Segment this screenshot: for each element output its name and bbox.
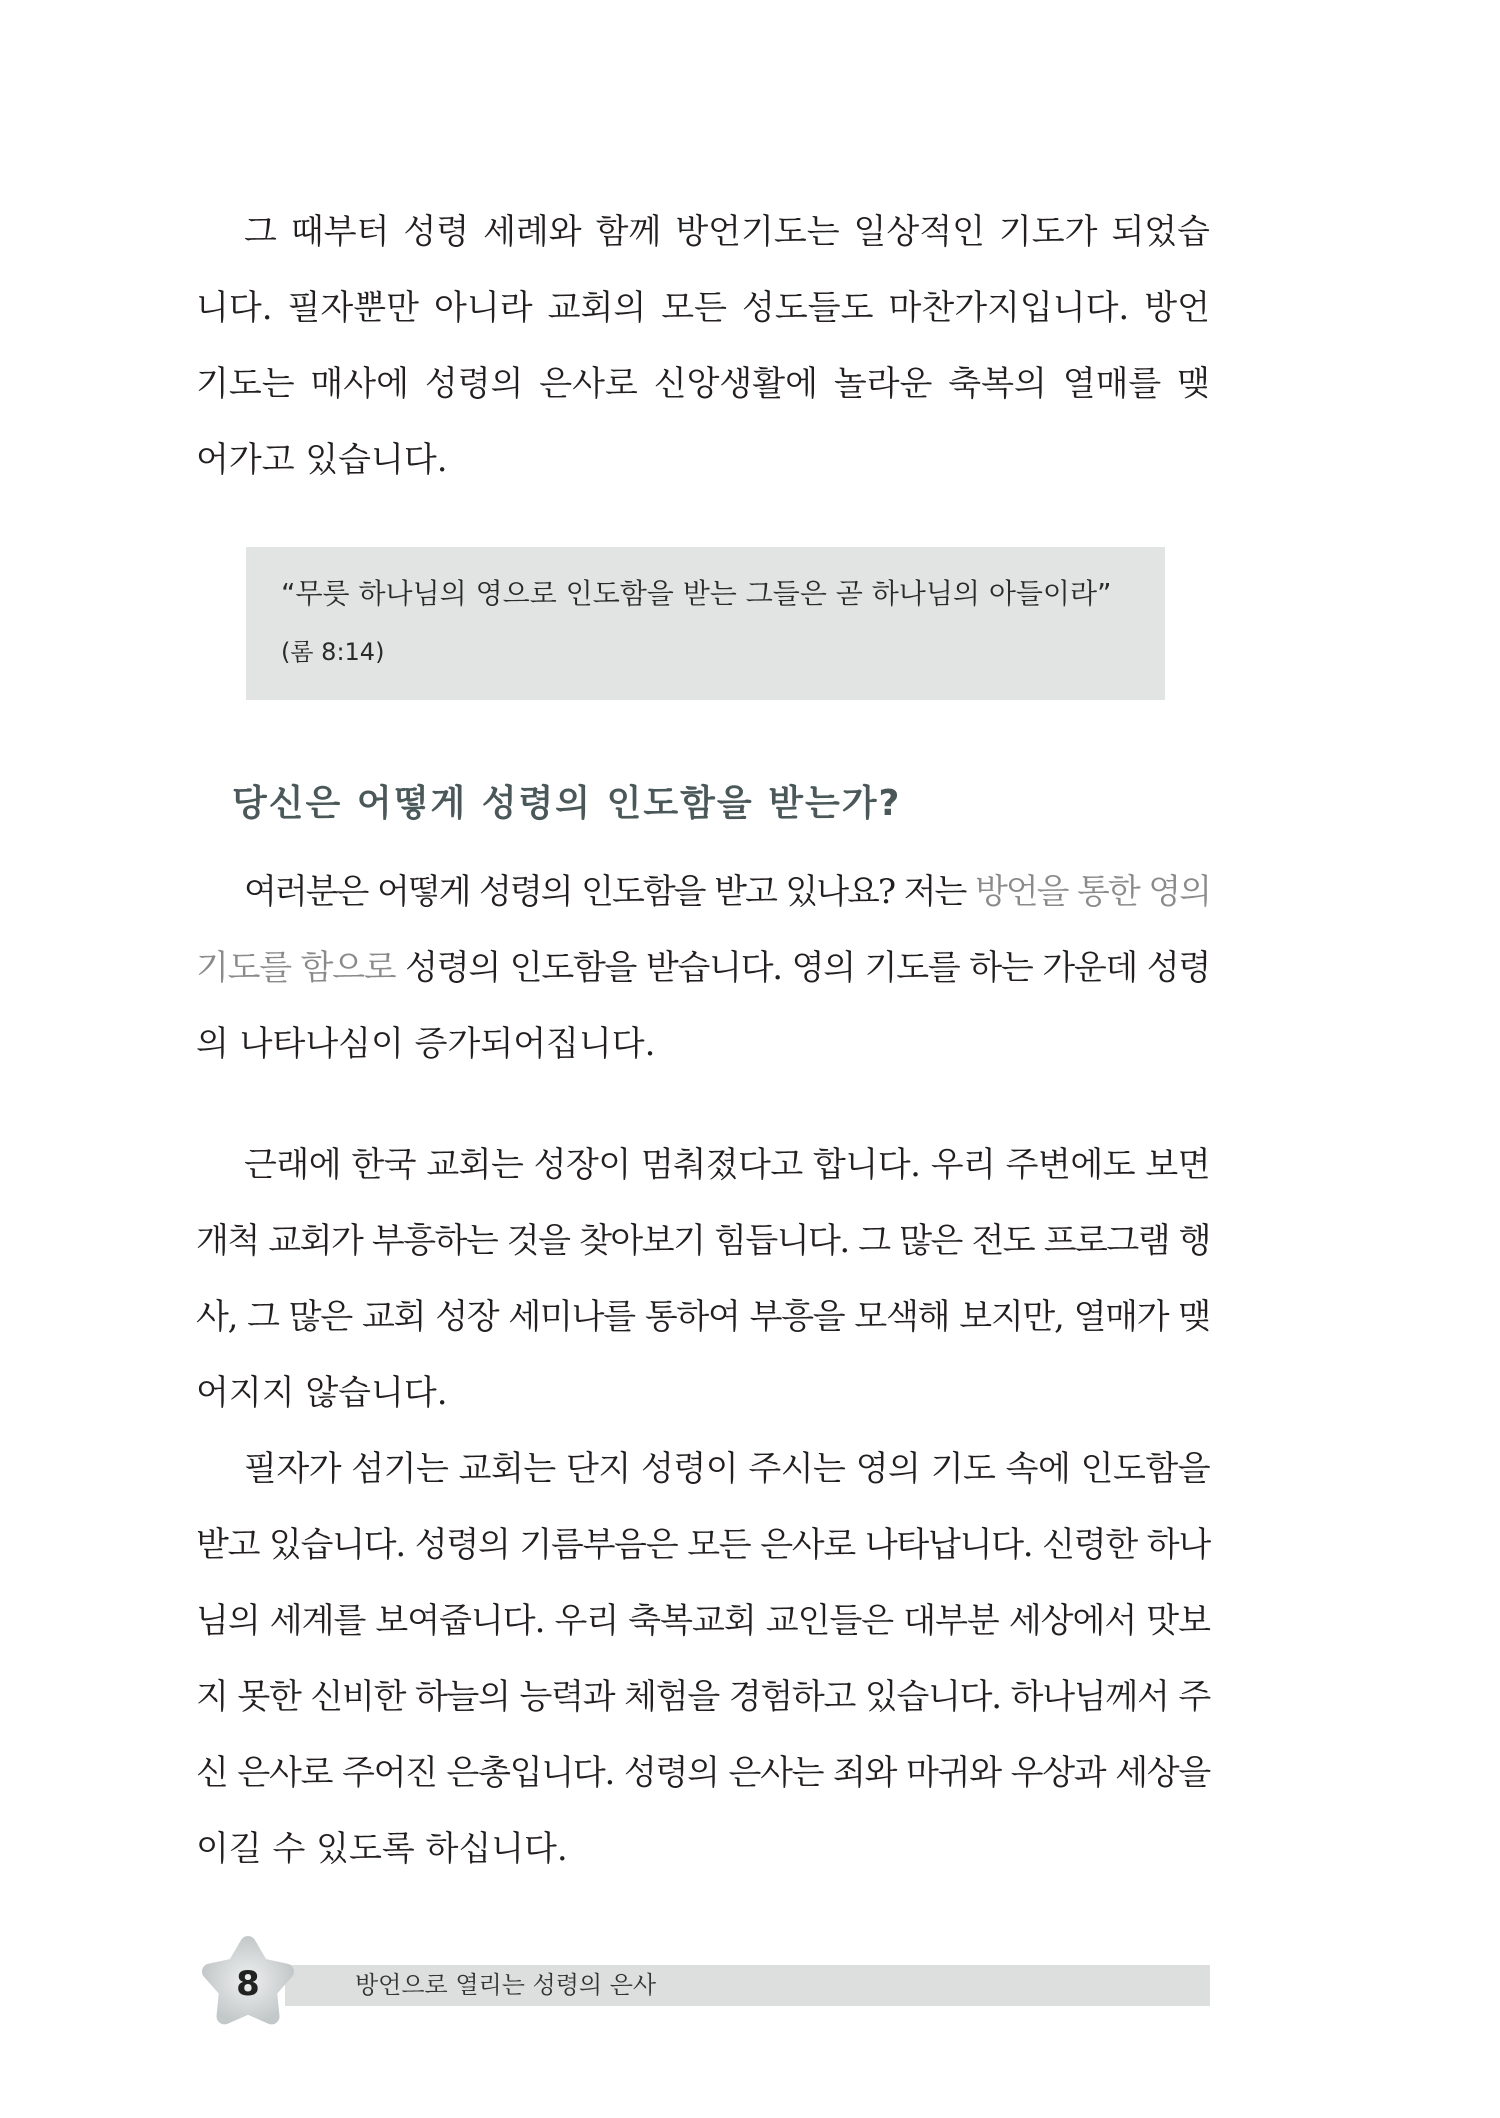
section-heading: 당신은 어떻게 성령의 인도함을 받는가? — [232, 783, 902, 824]
body-text: 여러분은 어떻게 성령의 인도함을 받고 있나요? 저는 — [244, 872, 975, 912]
scripture-reference: (롬 8:14) — [281, 638, 385, 666]
body-line: 이길 수 있도록 하십니다. — [196, 1829, 568, 1869]
body-text: 성령의 인도함을 받습니다. 영의 기도를 하는 가운데 성령 — [395, 948, 1210, 988]
scripture-quote-box — [246, 547, 1165, 700]
body-line — [196, 854, 1210, 930]
paragraph — [196, 194, 1210, 498]
paragraph — [196, 854, 1210, 1082]
page-number: 8 — [236, 1964, 260, 2004]
highlighted-text: 기도를 함으로 — [196, 948, 396, 988]
body-line: 기도는 매사에 성령의 은사로 신앙생활에 놀라운 축복의 열매를 맺 — [196, 364, 1210, 404]
body-line: 니다. 필자뿐만 아니라 교회의 모든 성도들도 마찬가지입니다. 방언 — [196, 288, 1210, 328]
body-line: 받고 있습니다. 성령의 기름부음은 모든 은사로 나타납니다. 신령한 하나 — [196, 1525, 1210, 1565]
paragraph — [196, 1127, 1210, 1431]
body-line: 그 때부터 성령 세례와 함께 방언기도는 일상적인 기도가 되었습 — [244, 212, 1210, 252]
body-text: 의 나타나심이 증가되어집니다. — [196, 1024, 656, 1064]
body-line: 님의 세계를 보여줍니다. 우리 축복교회 교인들은 대부분 세상에서 맛보 — [196, 1601, 1210, 1641]
body-line: 필자가 섬기는 교회는 단지 성령이 주시는 영의 기도 속에 인도함을 — [244, 1449, 1211, 1489]
body-line: 사, 그 많은 교회 성장 세미나를 통하여 부흥을 모색해 보지만, 열매가 맺 — [196, 1297, 1210, 1337]
body-line: 신 은사로 주어진 은총입니다. 성령의 은사는 죄와 마귀와 우상과 세상을 — [196, 1753, 1210, 1793]
body-line: 개척 교회가 부흥하는 것을 찾아보기 힘듭니다. 그 많은 전도 프로그램 행 — [196, 1221, 1210, 1261]
body-line: 어가고 있습니다. — [196, 440, 448, 480]
body-line: 지 못한 신비한 하늘의 능력과 체험을 경험하고 있습니다. 하나님께서 주 — [196, 1677, 1210, 1717]
scripture-quote-text: “무릇 하나님의 영으로 인도함을 받는 그들은 곧 하나님의 아들이라” — [281, 577, 1112, 610]
body-line — [196, 930, 1210, 1006]
running-title: 방언으로 열리는 성령의 은사 — [355, 1971, 657, 1999]
body-line: 어지지 않습니다. — [196, 1373, 448, 1413]
body-line: 근래에 한국 교회는 성장이 멈춰졌다고 합니다. 우리 주변에도 보면 — [244, 1145, 1211, 1185]
paragraph — [196, 1431, 1210, 1887]
body-line — [196, 1006, 1210, 1082]
highlighted-text: 방언을 통한 영의 — [974, 872, 1211, 912]
